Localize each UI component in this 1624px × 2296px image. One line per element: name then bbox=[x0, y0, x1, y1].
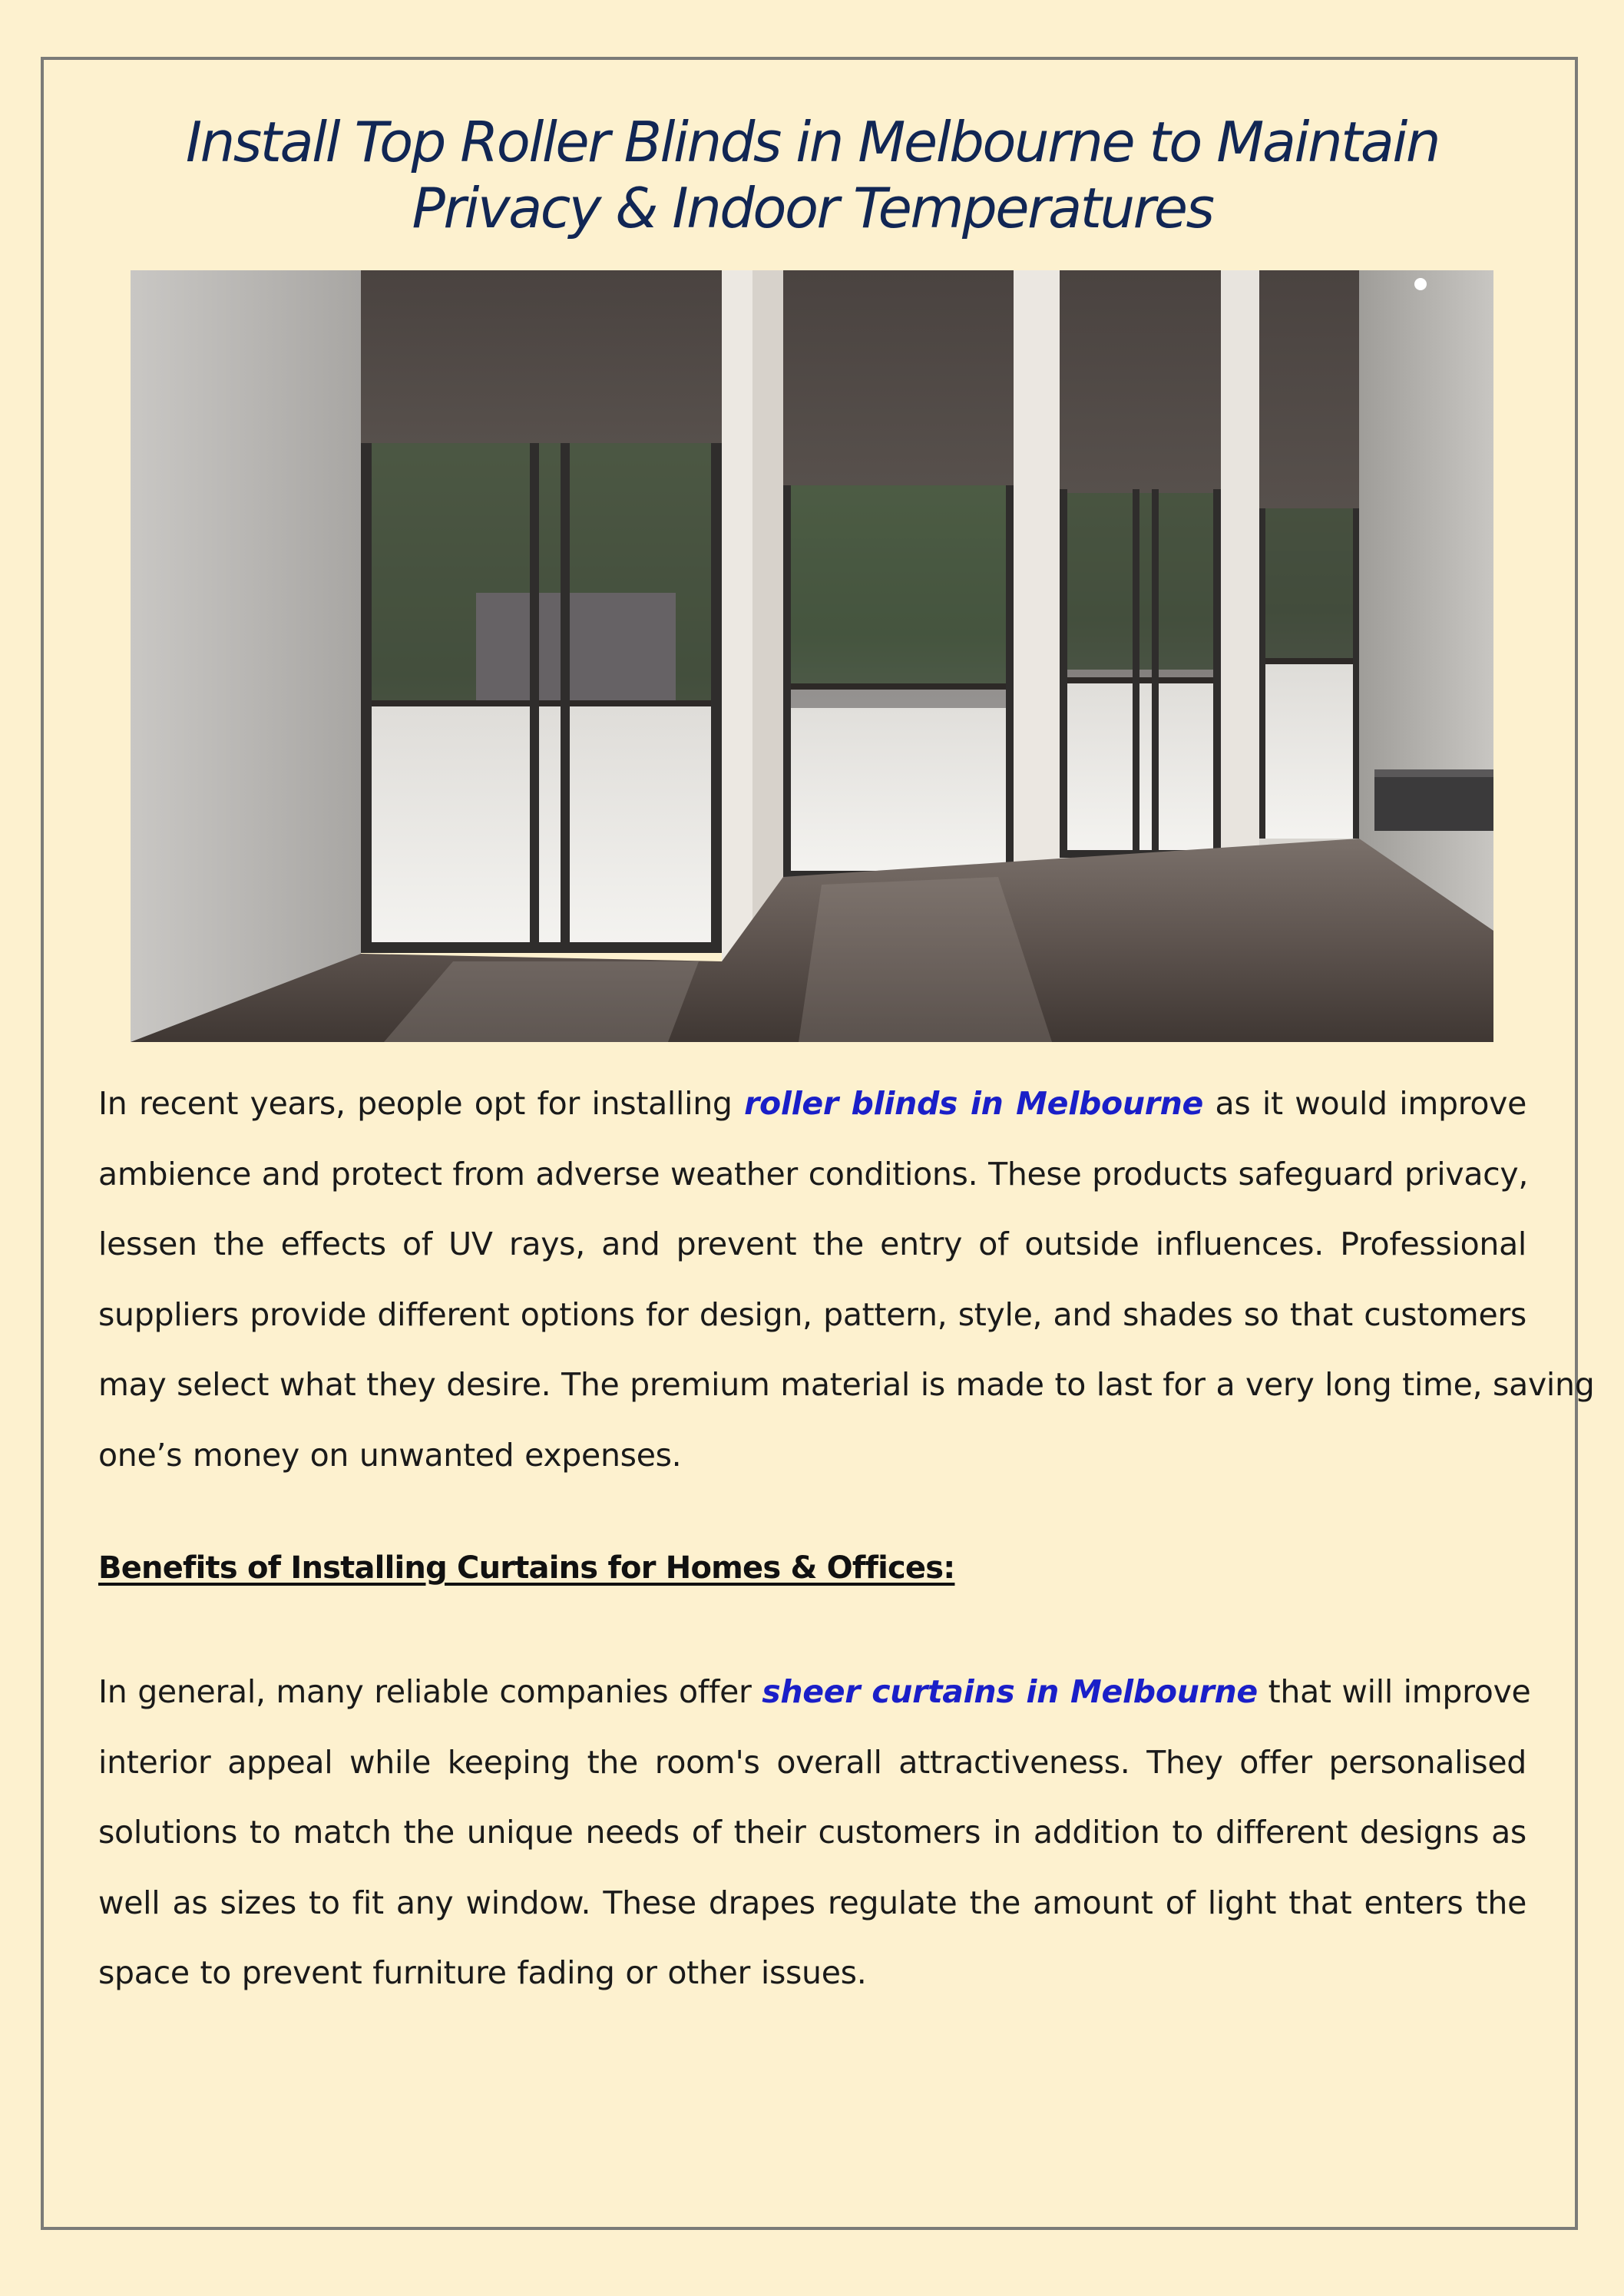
paragraph-line: ambience and protect from adverse weather conditions. These products safeguard privacy, bbox=[98, 1155, 1529, 1193]
sheer-curtains-link[interactable]: sheer curtains in Melbourne bbox=[762, 1673, 1258, 1710]
hero-image bbox=[131, 270, 1493, 1042]
paragraph-line bbox=[98, 1069, 1526, 1140]
title-line-2: Privacy & Indoor Temperatures bbox=[412, 176, 1213, 240]
title-line-1: Install Top Roller Blinds in Melbourne to Maintain bbox=[185, 110, 1440, 174]
paragraph-roller-blinds bbox=[98, 1069, 1595, 1491]
paragraph-line: space to prevent furniture fading or other issues. bbox=[98, 1954, 867, 1992]
paragraph-line bbox=[98, 1657, 1531, 1728]
paragraph-line: interior appeal while keeping the room's overall attractiveness. They offer personalised bbox=[98, 1743, 1526, 1781]
roller-blinds-link[interactable]: roller blinds in Melbourne bbox=[744, 1085, 1204, 1122]
paragraph-line: suppliers provide different options for design, pattern, style, and shades so that customers bbox=[98, 1295, 1526, 1333]
text-span: as it would improve bbox=[1215, 1085, 1527, 1122]
paragraph-line: lessen the effects of UV rays, and prevent the entry of outside influences. Professional bbox=[98, 1226, 1526, 1263]
text-span: that will improve bbox=[1268, 1673, 1531, 1710]
text-span: In recent years, people opt for installing bbox=[98, 1085, 733, 1122]
paragraph-line: may select what they desire. The premium material is made to last for a very long time, saving bbox=[98, 1366, 1595, 1404]
section-heading: Benefits of Installing Curtains for Homes & Offices: bbox=[98, 1550, 955, 1586]
paragraph-sheer-curtains bbox=[98, 1657, 1531, 2009]
paragraph-line: one’s money on unwanted expenses. bbox=[98, 1436, 682, 1474]
paragraph-line: well as sizes to fit any window. These drapes regulate the amount of light that enters the bbox=[98, 1884, 1526, 1921]
text-span: In general, many reliable companies offer bbox=[98, 1673, 752, 1710]
document-title bbox=[41, 109, 1584, 241]
paragraph-line: solutions to match the unique needs of their customers in addition to different designs as bbox=[98, 1814, 1526, 1851]
